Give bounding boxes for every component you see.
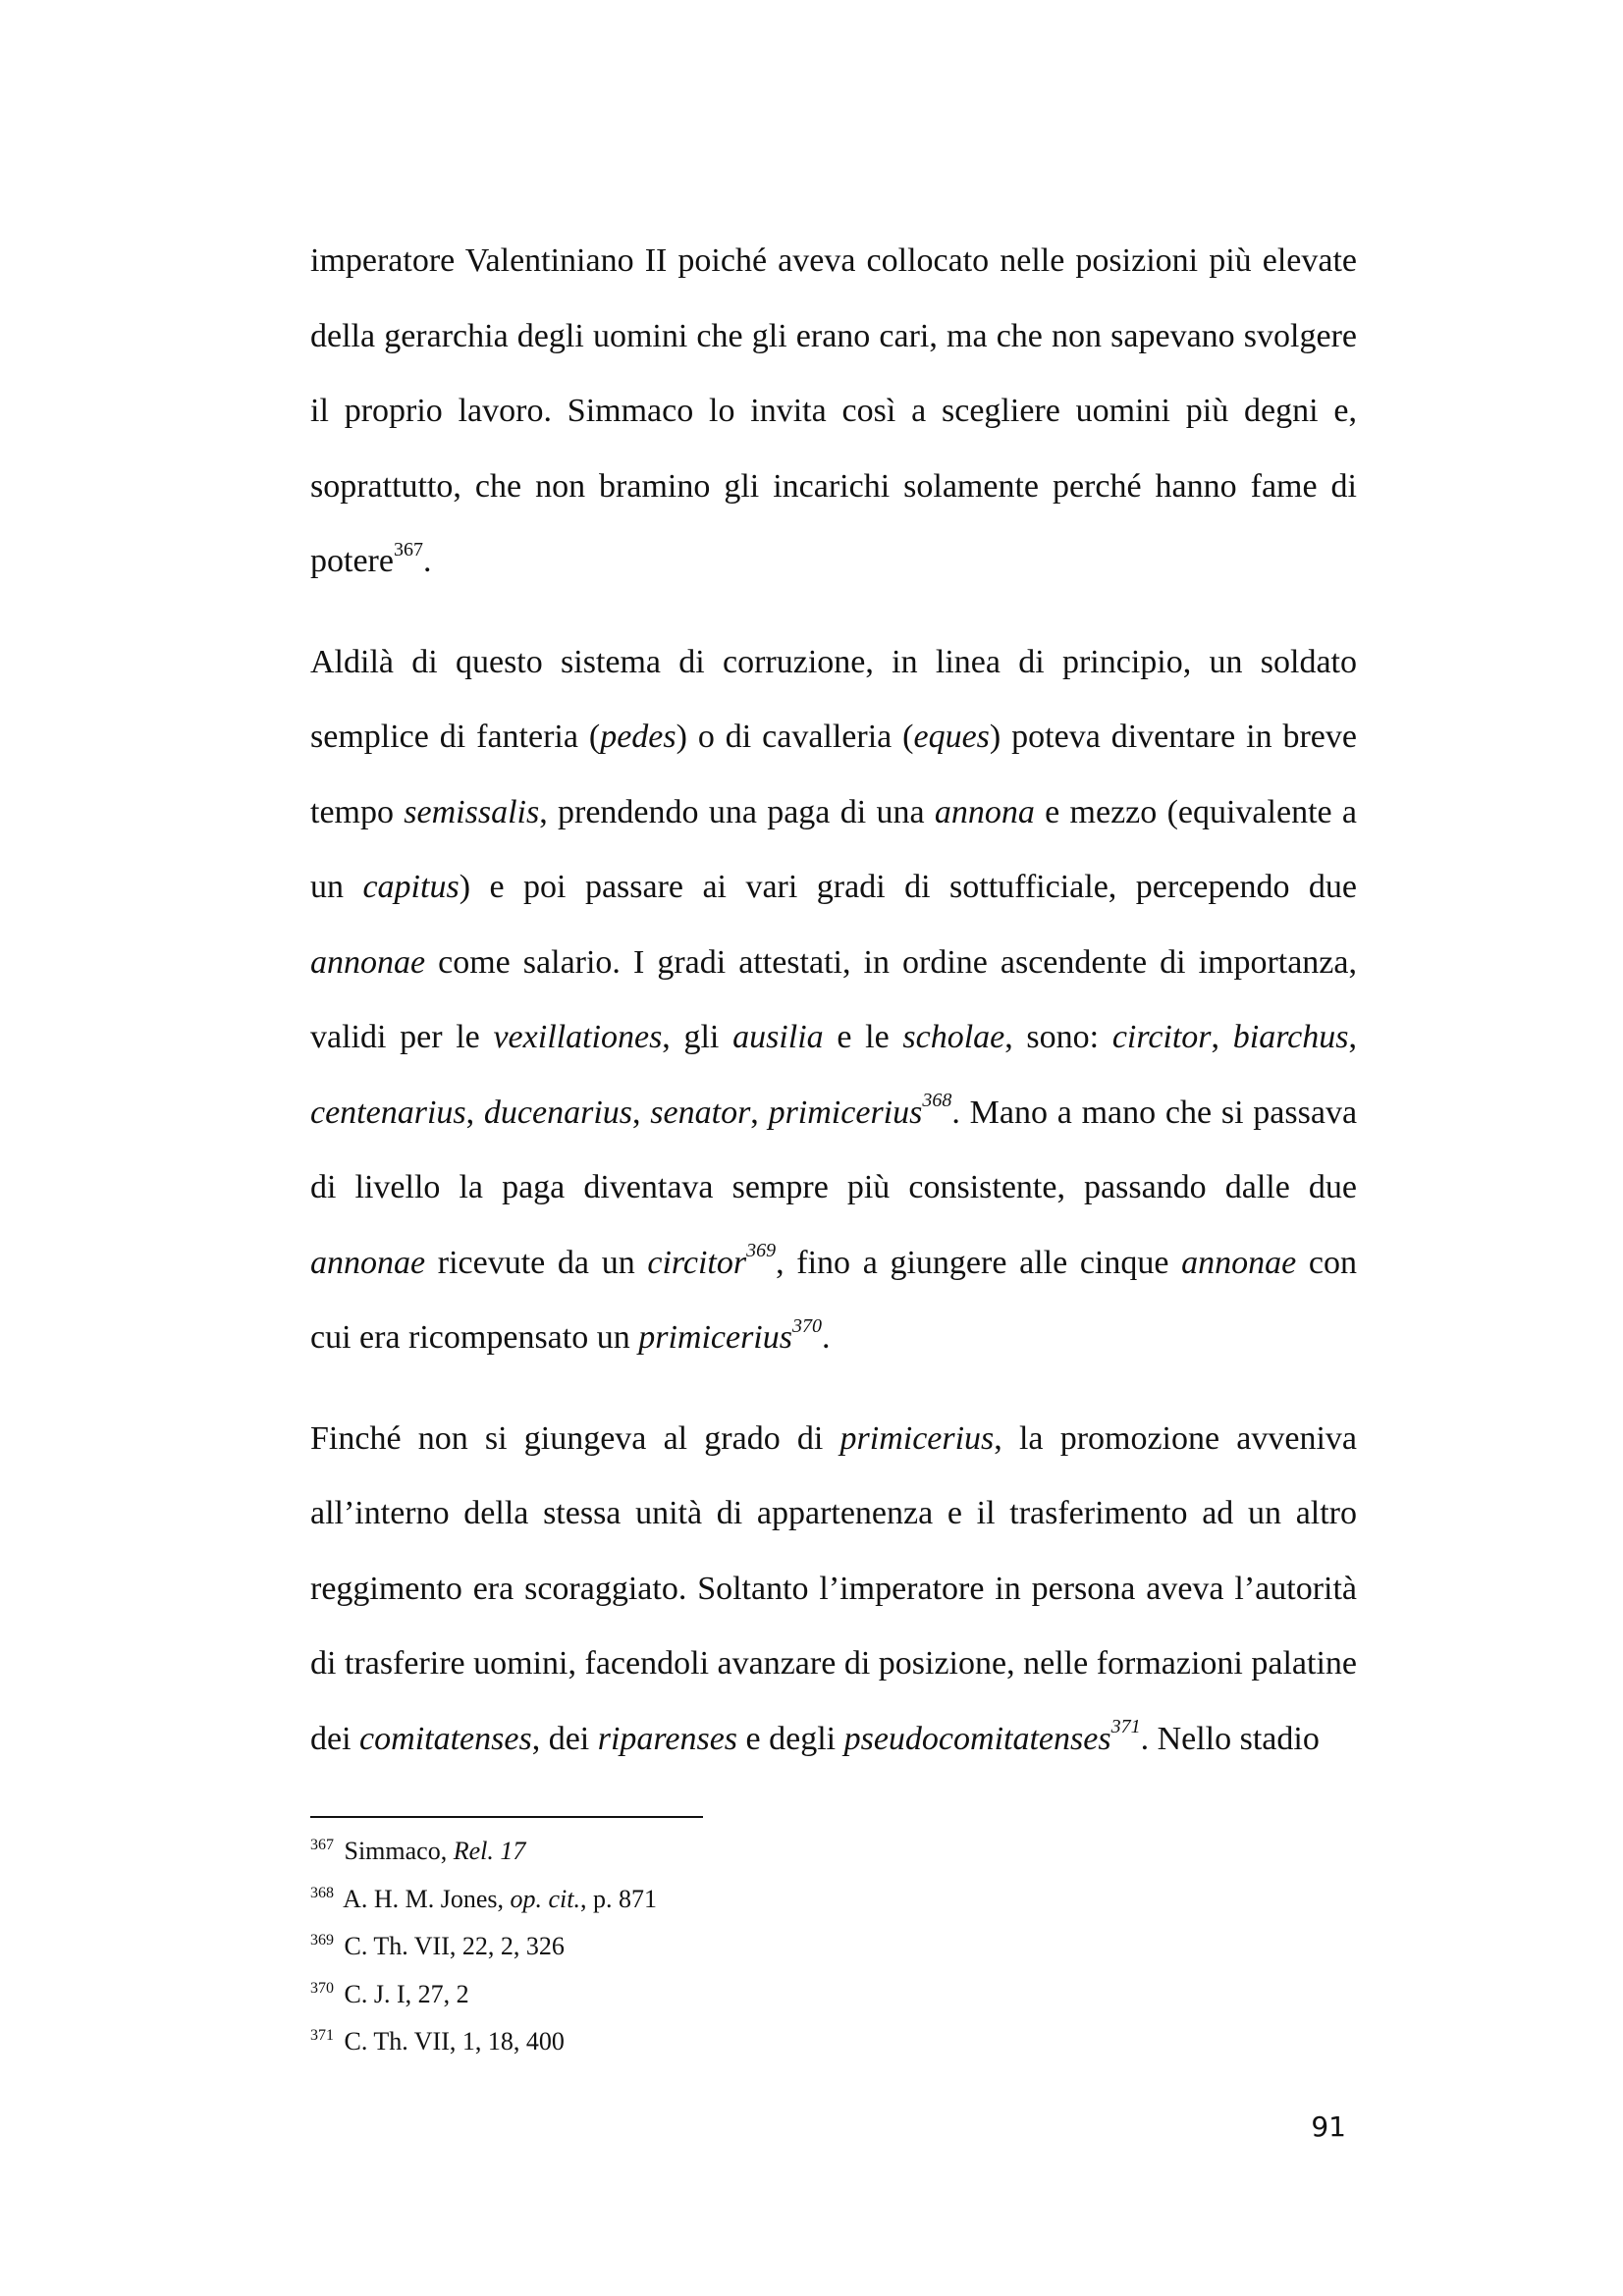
paragraph-text: con cui era ricompensato un	[310, 1244, 1357, 1356]
footnote-369	[310, 1923, 1357, 1971]
footnote-number: 371	[310, 2027, 334, 2045]
paragraph-text: e le	[823, 1019, 903, 1055]
footnote-371	[310, 2018, 1357, 2066]
footnote-number: 367	[310, 1837, 334, 1854]
paragraph-text: ) poteva diventare in breve tempo	[310, 719, 1357, 830]
italic-term: vexillationes	[493, 1019, 663, 1055]
body-text	[310, 224, 1357, 1777]
footnote-ref: 368	[922, 1090, 952, 1112]
footnote-368	[310, 1876, 1357, 1924]
footnote-text: , p. 871	[580, 1884, 658, 1913]
paragraph-text: ,	[1348, 1019, 1357, 1055]
italic-term: semissalis	[404, 793, 540, 830]
footnote-ref: 371	[1110, 1716, 1141, 1738]
italic-term: primicerius	[638, 1319, 792, 1356]
paragraph-text: ) o di cavalleria (	[676, 719, 914, 755]
italic-term: ausilia	[732, 1019, 824, 1055]
paragraph-text: . Nello stadio	[1140, 1720, 1320, 1757]
paragraph-text: ,	[632, 1094, 651, 1131]
paragraph-text: , prendendo una paga di una	[539, 793, 935, 830]
footnote-text: Simmaco,	[338, 1837, 454, 1865]
paragraph-text: Aldilà di questo sistema di corruzione, in linea di principio, un soldato semplice di fanteria (	[310, 643, 1357, 755]
footnote-text: C. J. I, 27, 2	[338, 1979, 469, 2008]
paragraph-text: Finché non si giungeva al grado di	[310, 1419, 840, 1457]
italic-term: pedes	[600, 719, 676, 755]
italic-term: senator	[650, 1094, 751, 1131]
footnote-number: 370	[310, 1979, 334, 1997]
italic-term: capitus	[362, 869, 460, 905]
italic-term: primicerius	[839, 1419, 995, 1457]
paragraph-text: ) e poi passare ai vari gradi di sottufficiale, percependo due	[459, 869, 1357, 905]
footnote-370	[310, 1971, 1357, 2019]
italic-term: scholae	[902, 1019, 1005, 1055]
paragraph-text: , dei	[531, 1720, 598, 1757]
paragraph-3	[310, 1402, 1357, 1778]
footnotes	[310, 1828, 1357, 2066]
paragraph-text: ,	[750, 1094, 769, 1131]
footnote-text: A. H. M. Jones,	[338, 1884, 511, 1913]
italic-term: Rel. 17	[453, 1837, 526, 1865]
italic-term: annonae	[1181, 1244, 1297, 1281]
italic-term: centenarius	[310, 1094, 466, 1131]
italic-term: annonae	[310, 943, 426, 981]
paragraph-text: e mezzo (equivalente a un	[310, 793, 1357, 905]
paragraph-text: , fino a giungere alle cinque	[776, 1244, 1182, 1281]
paragraph-text: e degli	[737, 1720, 844, 1757]
footnote-number: 368	[310, 1884, 334, 1901]
paragraph-text: , la promozione avveniva all’interno della stessa unità di appartenenza e il trasferimento ad un altro reggimento era scoraggiato. Soltanto l’imperatore in persona aveva l’autorità di trasferire uomini, facendoli avanzare di posizione, nelle formazioni palatine dei	[310, 1419, 1357, 1757]
footnote-ref: 370	[792, 1314, 822, 1337]
footnote-ref: 367	[393, 538, 423, 561]
italic-term: circitor	[1111, 1019, 1212, 1055]
italic-term: comitatenses	[359, 1720, 532, 1757]
paragraph-text: . Mano a mano che si passava di livello la paga diventava sempre più consistente, passando dalle due	[310, 1094, 1358, 1205]
italic-term: primicerius	[768, 1094, 923, 1131]
footnote-text: C. Th. VII, 22, 2, 326	[338, 1932, 565, 1960]
italic-term: op. cit.	[510, 1884, 581, 1913]
italic-term: circitor	[647, 1244, 747, 1281]
footnote-text: C. Th. VII, 1, 18, 400	[338, 2027, 565, 2056]
footnote-number: 369	[310, 1932, 334, 1949]
italic-term: biarchus	[1232, 1019, 1349, 1055]
paragraph-1	[310, 224, 1357, 600]
italic-term: annona	[934, 793, 1035, 830]
paragraph-text: ,	[465, 1094, 484, 1131]
paragraph-text: imperatore Valentiniano II poiché aveva collocato nelle posizioni più elevate della gerarchia degli uomini che gli erano cari, ma che non sapevano svolgere il proprio lavoro. Simmaco lo invita così a scegliere uomini più degni e, soprattutto, che non bramino gli incarichi solamente perché hanno fame di potere	[310, 242, 1357, 579]
footnote-separator	[310, 1816, 703, 1818]
italic-term: pseudocomitatenses	[843, 1720, 1111, 1757]
paragraph-2	[310, 625, 1357, 1376]
paragraph-text: , gli	[662, 1019, 733, 1055]
italic-term: annonae	[310, 1244, 426, 1281]
paragraph-text: come salario. I gradi attestati, in ordine ascendente di importanza, validi per le	[310, 943, 1357, 1055]
italic-term: eques	[913, 719, 990, 755]
page-number: 91	[1311, 2110, 1346, 2143]
italic-term: ducenarius	[483, 1094, 633, 1131]
footnote-ref: 369	[746, 1240, 777, 1262]
paragraph-text: ,	[1211, 1019, 1233, 1055]
paragraph-text: .	[422, 543, 432, 579]
paragraph-text: , sono:	[1004, 1019, 1112, 1055]
paragraph-text: ricevute da un	[425, 1244, 648, 1281]
italic-term: riparenses	[597, 1720, 738, 1757]
paragraph-text: .	[822, 1319, 831, 1356]
footnote-367	[310, 1828, 1357, 1876]
